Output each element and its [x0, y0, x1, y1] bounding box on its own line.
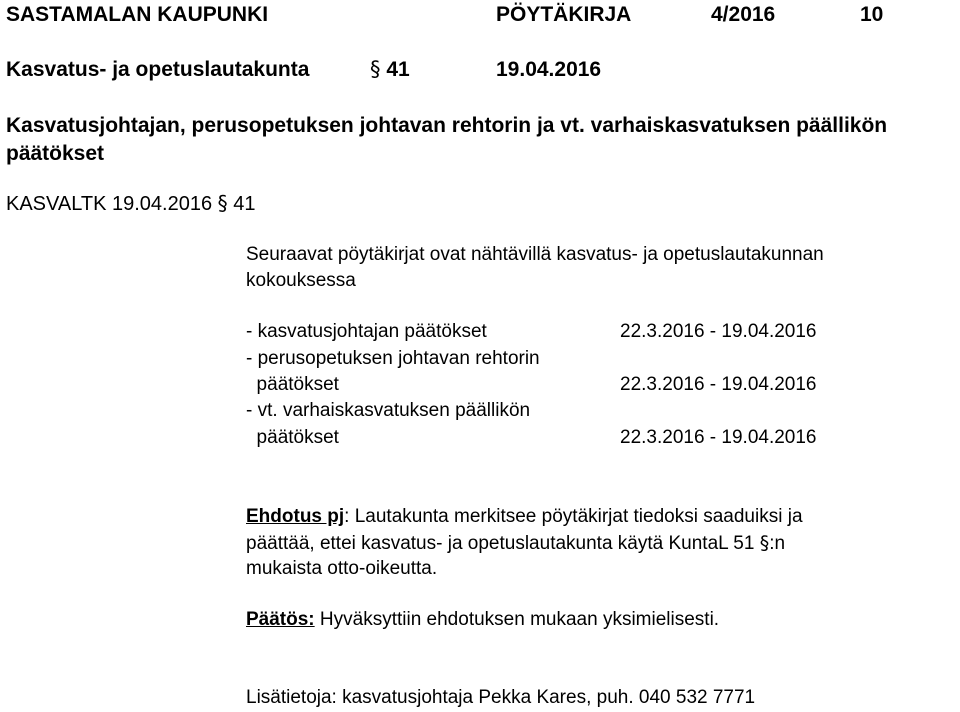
intro-line-1: Seuraavat pöytäkirjat ovat nähtävillä kasvatus- ja opetuslautakunnan [246, 244, 824, 265]
proposal-line-1 [246, 504, 803, 530]
decision-text: Hyväksyttiin ehdotuksen mukaan yksimielisesti. [314, 609, 720, 630]
proposal-text-2: päättää, ettei kasvatus- ja opetuslautakunta käytä KuntaL 51 [246, 533, 760, 554]
committee-name: Kasvatus- ja opetuslautakunta [6, 58, 310, 81]
proposal-colon: : [344, 506, 350, 527]
page-number: 10 [860, 3, 884, 26]
section-sign: § [370, 57, 381, 81]
proposal-text-1: Lautakunta merkitsee pöytäkirjat tiedoksi saaduiksi ja [349, 506, 803, 527]
decision-item-1-label: - kasvatusjohtajan päätökset [246, 321, 487, 342]
contact-info: Lisätietoja: kasvatusjohtaja Pekka Kares, puh. 040 532 7771 [246, 687, 756, 708]
header-section [370, 59, 410, 80]
reference-text: KASVALTK 19.04.2016 [6, 193, 213, 215]
decision-item-3-label-2: päätökset [246, 427, 339, 448]
reference-section-sign: § [217, 191, 228, 215]
meeting-date: 19.04.2016 [496, 58, 602, 81]
intro-line-2: kokouksessa [246, 270, 356, 291]
decision-label: Päätös: [246, 609, 315, 630]
decision-item-3-label-1: - vt. varhaiskasvatuksen päällikön [246, 400, 531, 421]
proposal-section-sign: § [759, 532, 770, 554]
organization-name: SASTAMALAN KAUPUNKI [6, 3, 269, 26]
decision-line [246, 607, 719, 633]
document-type: PÖYTÄKIRJA [496, 3, 632, 26]
decision-item-2-label-1: - perusopetuksen johtavan rehtorin [246, 348, 540, 369]
item-title-line-2: päätökset [6, 142, 105, 165]
document-number: 4/2016 [711, 3, 776, 26]
decision-item-3-period: 22.3.2016 - 19.04.2016 [620, 427, 817, 448]
decision-item-2-label-2: päätökset [246, 374, 339, 395]
reference-line [6, 190, 255, 217]
decision-item-1-period: 22.3.2016 - 19.04.2016 [620, 321, 817, 342]
proposal-line-2 [246, 530, 785, 557]
decision-item-2-period: 22.3.2016 - 19.04.2016 [620, 374, 817, 395]
section-number: 41 [386, 58, 410, 81]
reference-number: 41 [233, 193, 256, 215]
item-title-line-1: Kasvatusjohtajan, perusopetuksen johtavan rehtorin ja vt. varhaiskasvatuksen päällikön [6, 114, 888, 137]
proposal-text-2-end: :n [769, 533, 786, 554]
proposal-label: Ehdotus pj [246, 506, 345, 527]
proposal-line-3: mukaista otto-oikeutta. [246, 558, 438, 579]
